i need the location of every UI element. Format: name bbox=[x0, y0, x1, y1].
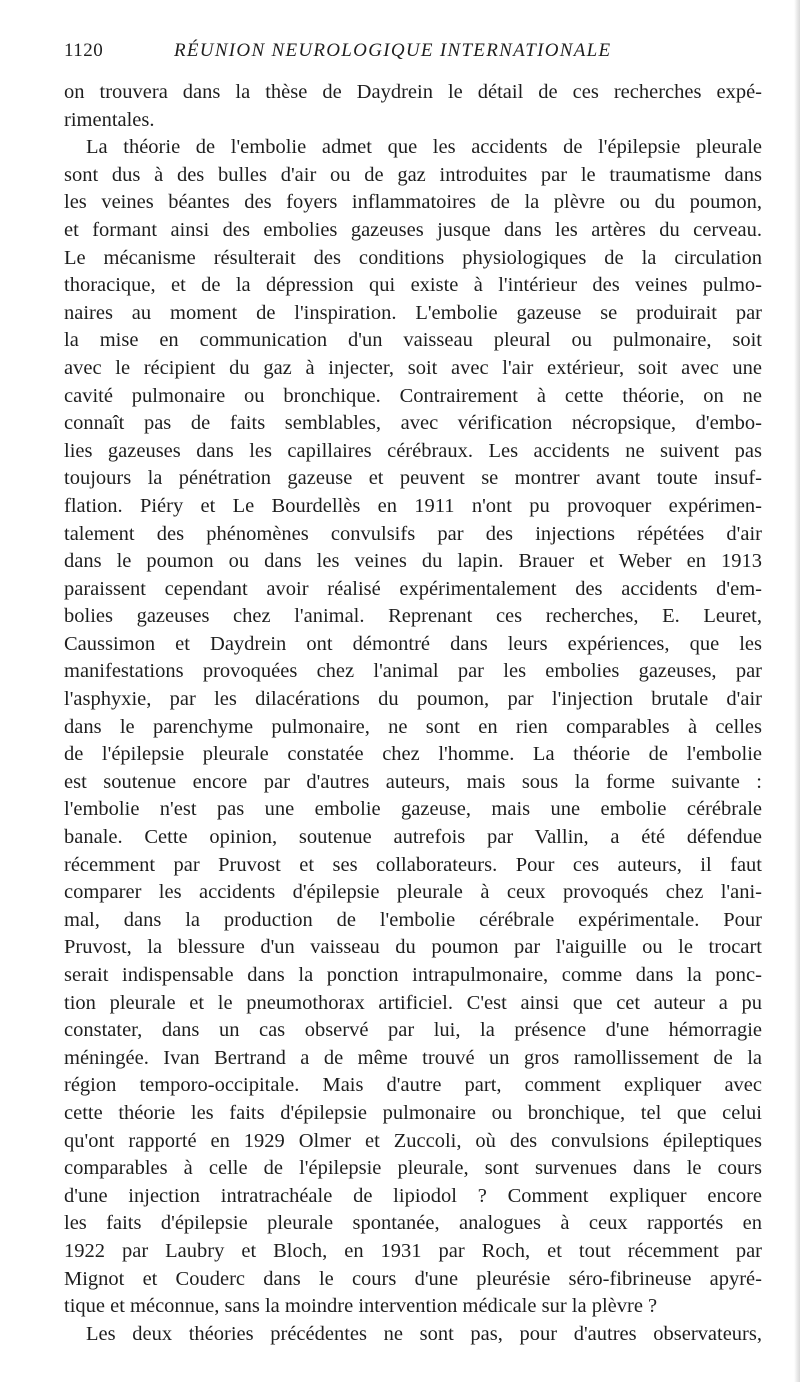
text-line: Mignot et Couderc dans le cours d'une pleurésie séro-fibrineuse apyré- bbox=[64, 1267, 762, 1290]
page-edge-shadow bbox=[794, 0, 800, 1382]
text-line: rimentales. bbox=[64, 108, 155, 131]
text-line: naires au moment de l'inspiration. L'embolie gazeuse se produirait par bbox=[64, 301, 762, 324]
running-title: RÉUNION NEUROLOGIQUE INTERNATIONALE bbox=[174, 40, 612, 61]
text-line: comparables à celle de l'épilepsie pleurale, sont survenues dans le cours bbox=[64, 1157, 762, 1180]
text-line: la mise en communication d'un vaisseau pleural ou pulmonaire, soit bbox=[64, 329, 762, 352]
text-line: est soutenue encore par d'autres auteurs, mais sous la forme suivante : bbox=[64, 770, 762, 793]
text-line: connaît pas de faits semblables, avec vérification nécropsique, d'embo- bbox=[64, 412, 762, 435]
text-line: Caussimon et Daydrein ont démontré dans leurs expériences, que les bbox=[64, 632, 762, 655]
text-line: comparer les accidents d'épilepsie pleurale à ceux provoqués chez l'ani- bbox=[64, 881, 762, 904]
text-line: dans le parenchyme pulmonaire, ne sont en rien comparables à celles bbox=[64, 715, 762, 738]
text-line: et formant ainsi des embolies gazeuses jusque dans les artères du cerveau. bbox=[64, 218, 762, 241]
text-line: La théorie de l'embolie admet que les accidents de l'épilepsie pleurale bbox=[86, 136, 762, 159]
text-line: 1922 par Laubry et Bloch, en 1931 par Roch, et tout récemment par bbox=[64, 1239, 762, 1262]
text-line: cette théorie les faits d'épilepsie pulmonaire ou bronchique, tel que celui bbox=[64, 1101, 762, 1124]
text-line: l'embolie n'est pas une embolie gazeuse, mais une embolie cérébrale bbox=[64, 798, 762, 821]
text-line: constater, dans un cas observé par lui, la présence d'une hémorragie bbox=[64, 1019, 762, 1042]
text-line: région temporo-occipitale. Mais d'autre part, comment expliquer avec bbox=[64, 1074, 762, 1097]
text-line: l'asphyxie, par les dilacérations du poumon, par l'injection brutale d'air bbox=[64, 688, 762, 711]
text-line: banale. Cette opinion, soutenue autrefois par Vallin, a été défendue bbox=[64, 826, 762, 849]
text-line: méningée. Ivan Bertrand a de même trouvé un gros ramollissement de la bbox=[64, 1046, 762, 1069]
text-line: d'une injection intratrachéale de lipiodol ? Comment expliquer encore bbox=[64, 1184, 762, 1207]
text-line: tion pleurale et le pneumothorax artificiel. C'est ainsi que cet auteur a pu bbox=[64, 991, 762, 1014]
page-number: 1120 bbox=[64, 40, 104, 61]
text-line: serait indispensable dans la ponction intrapulmonaire, comme dans la ponc- bbox=[64, 964, 762, 986]
text-line: thoracique, et de la dépression qui existe à l'intérieur des veines pulmo- bbox=[64, 274, 762, 297]
body-text bbox=[64, 79, 762, 1348]
text-line: flation. Piéry et Le Bourdellès en 1911 n'ont pu provoquer expérimen- bbox=[64, 494, 762, 517]
text-line: paraissent cependant avoir réalisé expérimentalement des accidents d'em- bbox=[64, 577, 762, 600]
text-line: talement des phénomènes convulsifs par des injections répétées d'air bbox=[64, 522, 762, 545]
text-line: manifestations provoquées chez l'animal par les embolies gazeuses, par bbox=[64, 660, 762, 683]
text-line: lies gazeuses dans les capillaires cérébraux. Les accidents ne suivent pas bbox=[64, 439, 762, 462]
text-line: qu'ont rapporté en 1929 Olmer et Zuccoli, où des convulsions épileptiques bbox=[64, 1129, 762, 1152]
text-line: les faits d'épilepsie pleurale spontanée, analogues à ceux rapportés en bbox=[64, 1212, 762, 1235]
text-line: dans le poumon ou dans les veines du lapin. Brauer et Weber en 1913 bbox=[64, 550, 762, 573]
text-line: les veines béantes des foyers inflammatoires de la plèvre ou du poumon, bbox=[64, 191, 762, 214]
text-line: avec le récipient du gaz à injecter, soit avec l'air extérieur, soit avec une bbox=[64, 356, 762, 379]
text-line: on trouvera dans la thèse de Daydrein le détail de ces recherches expé- bbox=[64, 81, 762, 103]
text-line: tique et méconnue, sans la moindre intervention médicale sur la plèvre ? bbox=[64, 1295, 658, 1318]
text-line: Le mécanisme résulterait des conditions physiologiques de la circulation bbox=[64, 246, 762, 269]
text-line: cavité pulmonaire ou bronchique. Contrairement à cette théorie, on ne bbox=[64, 384, 762, 407]
text-line: Les deux théories précédentes ne sont pas, pour d'autres observateurs, bbox=[86, 1322, 762, 1345]
text-line: bolies gazeuses chez l'animal. Reprenant ces recherches, E. Leuret, bbox=[64, 605, 762, 628]
text-line: de l'épilepsie pleurale constatée chez l'homme. La théorie de l'embolie bbox=[64, 743, 762, 766]
text-line: mal, dans la production de l'embolie cérébrale expérimentale. Pour bbox=[64, 908, 762, 931]
text-line: toujours la pénétration gazeuse et peuvent se montrer avant toute insuf- bbox=[64, 467, 762, 490]
page-header bbox=[64, 40, 764, 70]
text-line: Pruvost, la blessure d'un vaisseau du poumon par l'aiguille ou le trocart bbox=[64, 936, 762, 959]
text-line: sont dus à des bulles d'air ou de gaz introduites par le traumatisme dans bbox=[64, 163, 762, 186]
text-line: récemment par Pruvost et ses collaborateurs. Pour ces auteurs, il faut bbox=[64, 853, 762, 876]
